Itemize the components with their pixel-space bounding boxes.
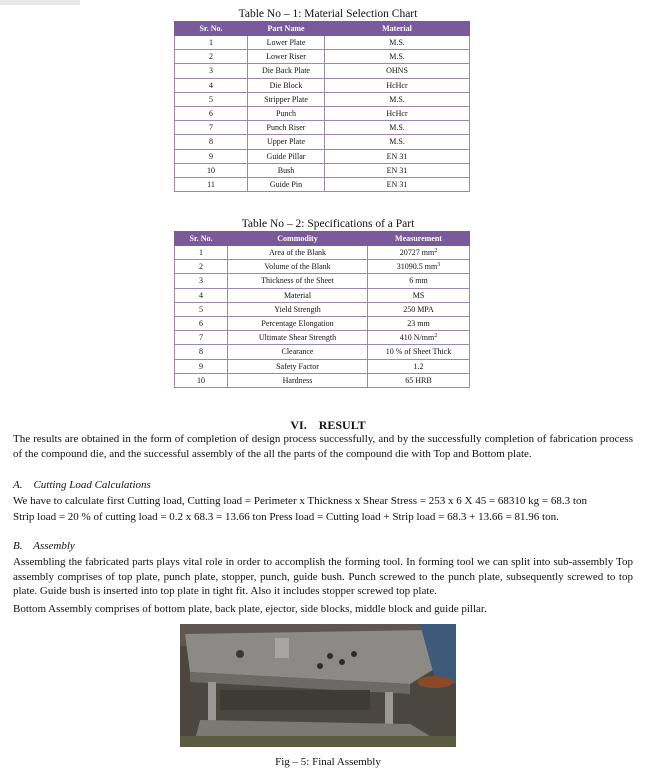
commodity-cell: [228, 302, 368, 316]
table-row: [175, 177, 470, 191]
t1-col-material: Material: [325, 22, 470, 36]
sr-no-cell: [175, 316, 228, 330]
part-name-cell: Lower Riser: [248, 50, 325, 64]
sr-no-cell: 5: [175, 92, 248, 106]
measurement-cell: [368, 316, 470, 330]
t1-col-srno: Sr. No.: [175, 22, 248, 36]
sr-no-cell: [175, 302, 228, 316]
part-name-cell: Die Back Plate: [248, 64, 325, 78]
commodity-cell: [228, 331, 368, 345]
table-row: [175, 246, 470, 260]
material-cell: M.S.: [325, 50, 470, 64]
measurement-cell: [368, 373, 470, 387]
cell-text: MS: [412, 290, 425, 300]
result-heading: VI. RESULT: [290, 418, 366, 432]
part-name-cell: Upper Plate: [248, 135, 325, 149]
cell-text: 1: [199, 248, 203, 258]
cell-text: 3: [199, 276, 203, 286]
specifications-table: [174, 231, 470, 388]
material-cell: HcHcr: [325, 78, 470, 92]
table-row: [175, 149, 470, 163]
measurement-cell: [368, 288, 470, 302]
material-cell: EN 31: [325, 163, 470, 177]
unit-exponent: 2: [434, 333, 438, 340]
table-row: [175, 135, 470, 149]
table-row: [175, 274, 470, 288]
measurement-cell: [368, 345, 470, 359]
material-cell: M.S.: [325, 92, 470, 106]
sr-no-cell: 11: [175, 177, 248, 191]
part-name-cell: Guide Pin: [248, 177, 325, 191]
commodity-cell: [228, 316, 368, 330]
part-name-cell: Lower Plate: [248, 36, 325, 50]
result-paragraph: The results are obtained in the form of completion of design process successfully, and by the successfully completion of fabrication process of the compound die, and the successful assembly of the all the parts of the compound die with Top and Bottom plate.: [13, 433, 633, 460]
final-assembly-photo: [180, 624, 456, 747]
table-row: [175, 50, 470, 64]
cutting-load-line2: Strip load = 20 % of cutting load = 0.2 x 68.3 = 13.66 ton Press load = Cutting load + Strip load = 68.3 + 13.66 = 81.96 ton.: [13, 511, 559, 523]
table-row: [175, 359, 470, 373]
page-top-strip: [0, 0, 80, 5]
measurement-cell: [368, 260, 470, 274]
cell-text: 410 N/mm: [399, 333, 435, 343]
part-name-cell: Punch Riser: [248, 121, 325, 135]
table-row: [175, 36, 470, 50]
table-row: [175, 92, 470, 106]
material-cell: M.S.: [325, 135, 470, 149]
cell-text: 31090.5 mm: [396, 262, 438, 272]
cutting-load-line1: We have to calculate first Cutting load, Cutting load = Perimeter x Thickness x Shear Stress = 253 x 6 X 45 = 68310 kg = 68.3 ton: [13, 495, 587, 507]
cell-text: Yield Strength: [274, 304, 321, 314]
material-cell: HcHcr: [325, 106, 470, 120]
table-row: [175, 373, 470, 387]
measurement-cell: [368, 246, 470, 260]
measurement-cell: [368, 274, 470, 288]
sr-no-cell: [175, 288, 228, 302]
cell-text: 1.2: [413, 361, 424, 371]
sr-no-cell: [175, 331, 228, 345]
cell-text: Volume of the Blank: [264, 262, 331, 272]
commodity-cell: [228, 246, 368, 260]
cell-text: Hardness: [282, 375, 313, 385]
commodity-cell: [228, 274, 368, 288]
cell-text: 65 HRB: [405, 375, 432, 385]
sr-no-cell: 10: [175, 163, 248, 177]
part-name-cell: Die Block: [248, 78, 325, 92]
figure-caption: Fig – 5: Final Assembly: [275, 756, 381, 768]
cell-text: Safety Factor: [276, 361, 319, 371]
cell-text: Percentage Elongation: [261, 319, 334, 329]
sr-no-cell: [175, 246, 228, 260]
t2-col-measurement: Measurement: [368, 232, 470, 246]
commodity-cell: [228, 373, 368, 387]
cell-text: Material: [283, 290, 312, 300]
material-cell: M.S.: [325, 121, 470, 135]
table1-caption: Table No – 1: Material Selection Chart: [238, 8, 418, 20]
sr-no-cell: [175, 373, 228, 387]
cell-text: 7: [199, 333, 203, 343]
cell-text: Ultimate Shear Strength: [258, 333, 337, 343]
cell-text: 6 mm: [409, 276, 428, 286]
table-row: [175, 106, 470, 120]
cell-text: 6: [199, 319, 203, 329]
table-row: [175, 121, 470, 135]
part-name-cell: Stripper Plate: [248, 92, 325, 106]
table-row: [175, 78, 470, 92]
sr-no-cell: 9: [175, 149, 248, 163]
table-row: [175, 260, 470, 274]
cell-text: 23 mm: [407, 319, 430, 329]
sr-no-cell: 7: [175, 121, 248, 135]
measurement-cell: [368, 331, 470, 345]
sr-no-cell: 2: [175, 50, 248, 64]
table-row: [175, 316, 470, 330]
measurement-cell: [368, 302, 470, 316]
unit-exponent: 2: [434, 248, 438, 255]
commodity-cell: [228, 345, 368, 359]
table-row: [175, 288, 470, 302]
t2-col-commodity: Commodity: [228, 232, 368, 246]
measurement-cell: [368, 359, 470, 373]
cutting-load-heading: A. Cutting Load Calculations: [13, 479, 151, 491]
table-row: [175, 64, 470, 78]
material-cell: M.S.: [325, 36, 470, 50]
cell-text: 250 MPA: [403, 304, 434, 314]
cell-text: 8: [199, 347, 203, 357]
sr-no-cell: [175, 260, 228, 274]
sr-no-cell: 3: [175, 64, 248, 78]
cell-text: Area of the Blank: [268, 248, 327, 258]
part-name-cell: Guide Pillar: [248, 149, 325, 163]
commodity-cell: [228, 260, 368, 274]
t2-col-srno: Sr. No.: [175, 232, 228, 246]
sr-no-cell: [175, 359, 228, 373]
unit-exponent: 3: [437, 262, 441, 269]
table-row: [175, 163, 470, 177]
material-selection-table: [174, 21, 470, 192]
sr-no-cell: 1: [175, 36, 248, 50]
cell-text: 9: [199, 361, 203, 371]
material-cell: EN 31: [325, 149, 470, 163]
assembly-bottom-paragraph: Bottom Assembly comprises of bottom plate, back plate, ejector, side blocks, middle block and guide pillar.: [13, 603, 487, 615]
cell-text: 10: [197, 375, 205, 385]
assembly-paragraph: Assembling the fabricated parts plays vital role in order to accomplish the forming tool. In forming tool we can split into sub-assembly Top assembly comprises of top plate, punch plate, stopper, punch, guide bush. Punch screwed to the punch plate, subsequently screwed to top plate. Guide bush is inserted into top plate in tight fit. Also it includes stopper screwed top plate.: [13, 556, 633, 597]
sr-no-cell: [175, 274, 228, 288]
sr-no-cell: 6: [175, 106, 248, 120]
assembly-heading: B. Assembly: [13, 540, 75, 552]
material-cell: OHNS: [325, 64, 470, 78]
cell-text: Thickness of the Sheet: [261, 276, 334, 286]
table-row: [175, 302, 470, 316]
commodity-cell: [228, 288, 368, 302]
table-row: [175, 331, 470, 345]
cell-text: 2: [199, 262, 203, 272]
cell-text: 4: [199, 290, 203, 300]
cell-text: 10 % of Sheet Thick: [385, 347, 452, 357]
material-cell: EN 31: [325, 177, 470, 191]
table2-caption: Table No – 2: Specifications of a Part: [241, 218, 415, 230]
sr-no-cell: [175, 345, 228, 359]
table-row: [175, 345, 470, 359]
part-name-cell: Bush: [248, 163, 325, 177]
sr-no-cell: 4: [175, 78, 248, 92]
sr-no-cell: 8: [175, 135, 248, 149]
part-name-cell: Punch: [248, 106, 325, 120]
cell-text: Clearance: [281, 347, 314, 357]
cell-text: 5: [199, 304, 203, 314]
cell-text: 20727 mm: [399, 248, 435, 258]
t1-col-part: Part Name: [248, 22, 325, 36]
commodity-cell: [228, 359, 368, 373]
